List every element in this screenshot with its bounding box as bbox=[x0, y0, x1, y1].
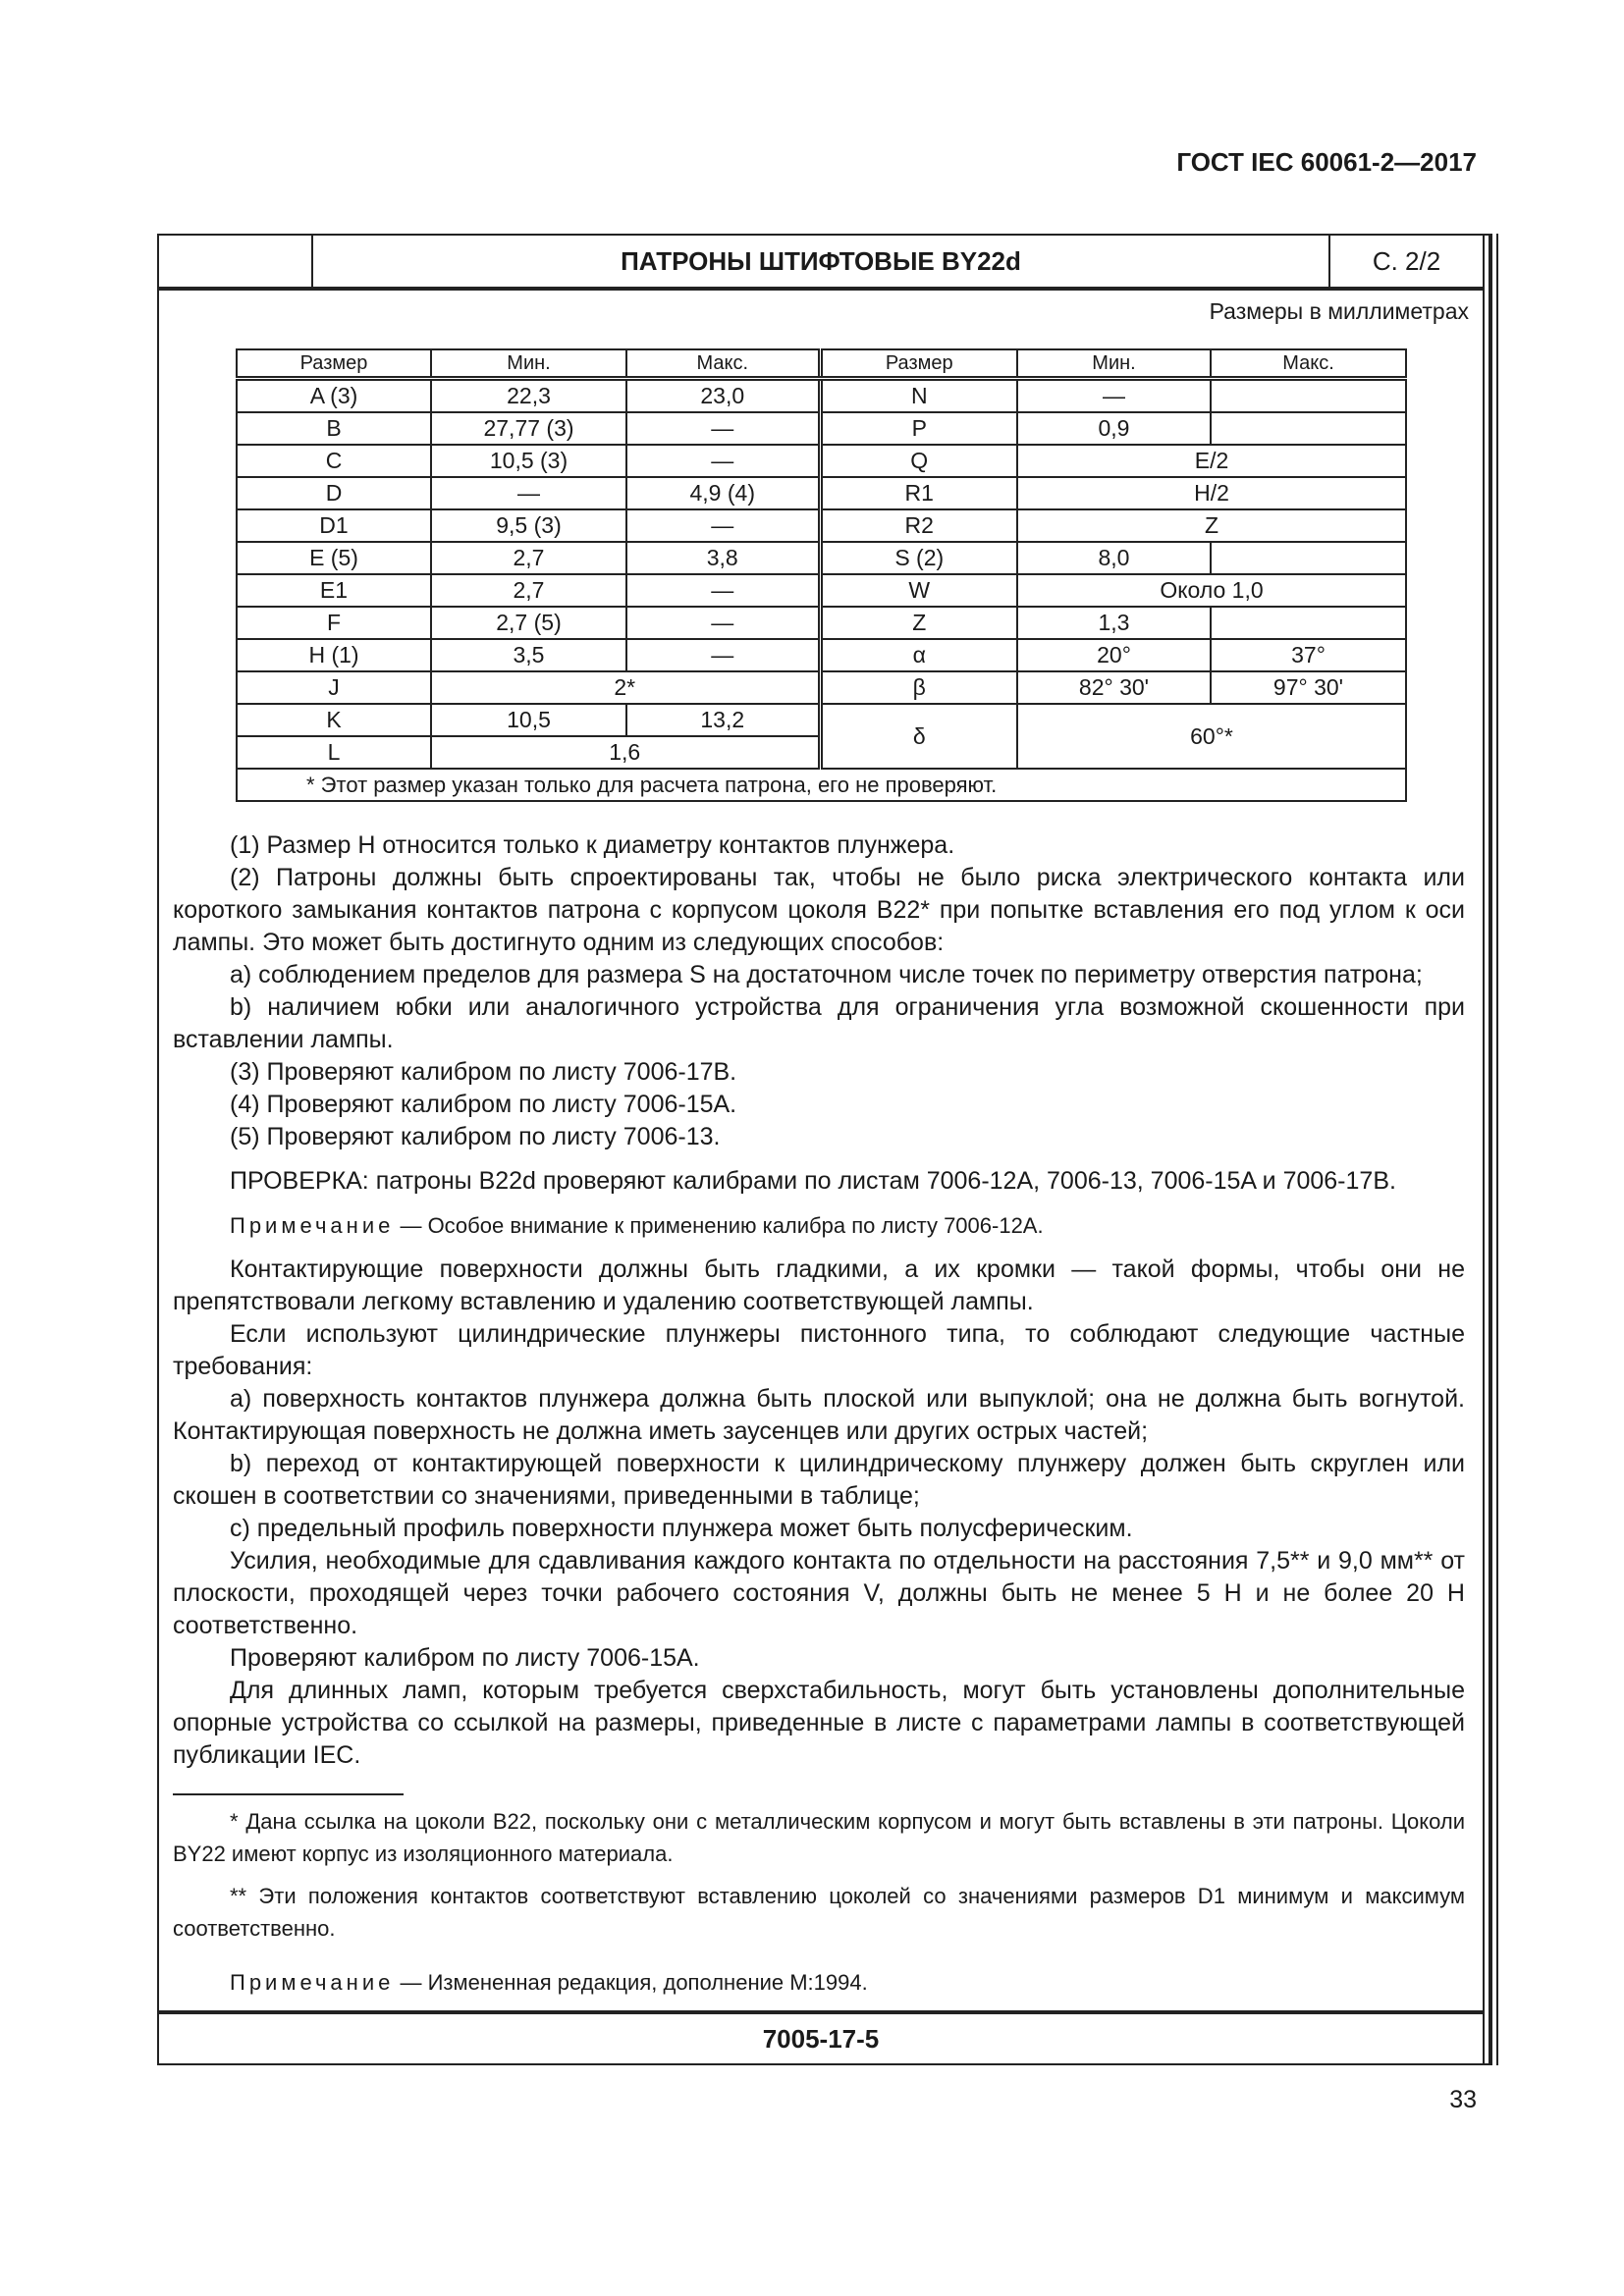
table-cell: N bbox=[820, 379, 1017, 413]
table-cell: — bbox=[626, 445, 820, 477]
table-cell: 97° 30' bbox=[1211, 671, 1406, 704]
table-cell: Около 1,0 bbox=[1017, 574, 1406, 607]
table-cell bbox=[1211, 379, 1406, 413]
table-cell: β bbox=[820, 671, 1017, 704]
table-cell: 27,77 (3) bbox=[431, 412, 626, 445]
paragraph: Контактирующие поверхности должны быть гладкими, а их кромки — такой формы, чтобы они не препятствовали легкому вставлению и удалению соответствующей лампы. bbox=[173, 1255, 1465, 1315]
table-cell: — bbox=[626, 639, 820, 671]
table-cell: 4,9 (4) bbox=[626, 477, 820, 509]
paragraph: b) переход от контактирующей поверхности к цилиндрическому плунжеру должен быть скруглен или скошен в соответствии со значениями, приведенными в таблице; bbox=[173, 1450, 1465, 1510]
table-cell: E1 bbox=[237, 574, 431, 607]
table-row bbox=[237, 607, 1406, 639]
table-cell: R2 bbox=[820, 509, 1017, 542]
sheet-id: 7005-17-5 bbox=[159, 2010, 1483, 2063]
table-cell: Макс. bbox=[626, 349, 820, 379]
table-cell: 3,5 bbox=[431, 639, 626, 671]
table-cell: K bbox=[237, 704, 431, 736]
table-cell: 1,3 bbox=[1017, 607, 1211, 639]
table-cell: C bbox=[237, 445, 431, 477]
table-cell: Размер bbox=[237, 349, 431, 379]
table-cell bbox=[1211, 542, 1406, 574]
table-cell: — bbox=[626, 607, 820, 639]
paragraph: a) поверхность контактов плунжера должна быть плоской или выпуклой; она не должна быть вогнутой. Контактирующая поверхность не должна иметь заусенцев или других острых частей; bbox=[173, 1385, 1465, 1445]
table-row bbox=[237, 445, 1406, 477]
table-cell: — bbox=[626, 509, 820, 542]
table-cell: 1,6 bbox=[431, 736, 820, 769]
paragraph: c) предельный профиль поверхности плунжера может быть полусферическим. bbox=[230, 1515, 1133, 1542]
paragraph: a) соблюдением пределов для размера S на достаточном числе точек по периметру отверстия патрона; bbox=[230, 961, 1423, 988]
note: Примечание — Измененная редакция, дополнение M:1994. bbox=[230, 1970, 868, 1995]
table-cell: — bbox=[626, 412, 820, 445]
table-cell: α bbox=[820, 639, 1017, 671]
body-text bbox=[173, 829, 1465, 1999]
table-cell: B bbox=[237, 412, 431, 445]
table-row bbox=[237, 542, 1406, 574]
table-cell: δ bbox=[820, 704, 1017, 769]
table-cell: R1 bbox=[820, 477, 1017, 509]
table-cell: 8,0 bbox=[1017, 542, 1211, 574]
table-cell: S (2) bbox=[820, 542, 1017, 574]
page-number: 33 bbox=[1449, 2086, 1477, 2113]
dimensions-table bbox=[236, 348, 1407, 802]
table-cell: Q bbox=[820, 445, 1017, 477]
paragraph: ** Эти положения контактов соответствуют вставлению цоколей со значениями размеров D1 минимум и максимум соответственно. bbox=[173, 1884, 1465, 1941]
table-row bbox=[237, 412, 1406, 445]
table-cell: 2,7 bbox=[431, 574, 626, 607]
sheet-title: ПАТРОНЫ ШТИФТОВЫЕ BY22d bbox=[313, 236, 1330, 287]
table-cell: Мин. bbox=[1017, 349, 1211, 379]
paragraph: (5) Проверяют калибром по листу 7006-13. bbox=[230, 1123, 721, 1150]
table-cell: Размер bbox=[820, 349, 1017, 379]
table-note-row bbox=[237, 769, 1406, 801]
paragraph: (3) Проверяют калибром по листу 7006-17B. bbox=[230, 1058, 737, 1086]
table-cell: * Этот размер указан только для расчета патрона, его не проверяют. bbox=[237, 769, 1406, 801]
table-cell: 9,5 (3) bbox=[431, 509, 626, 542]
table-cell: L bbox=[237, 736, 431, 769]
table-cell: 2* bbox=[431, 671, 820, 704]
sheet-frame bbox=[157, 234, 1485, 2065]
table-cell: Мин. bbox=[431, 349, 626, 379]
table-row bbox=[237, 379, 1406, 413]
table-cell: 0,9 bbox=[1017, 412, 1211, 445]
table-cell: 2,7 bbox=[431, 542, 626, 574]
table-cell: 10,5 (3) bbox=[431, 445, 626, 477]
table-cell: — bbox=[1017, 379, 1211, 413]
table-row bbox=[237, 509, 1406, 542]
paragraph: (1) Размер H относится только к диаметру контактов плунжера. bbox=[230, 831, 955, 859]
paragraph: * Дана ссылка на цоколи B22, поскольку они с металлическим корпусом и могут быть вставлены в эти патроны. Цоколи BY22 имеют корпус из изоляционного материала. bbox=[173, 1809, 1465, 1866]
table-cell: Макс. bbox=[1211, 349, 1406, 379]
table-cell: 23,0 bbox=[626, 379, 820, 413]
sheet-number: С. 2/2 bbox=[1372, 246, 1441, 276]
table-cell: J bbox=[237, 671, 431, 704]
table-cell: 82° 30' bbox=[1017, 671, 1211, 704]
paragraph: Для длинных ламп, которым требуется сверхстабильность, могут быть установлены дополнительные опорные устройства со ссылкой на размеры, приведенные в листе с параметрами лампы в соответствующей публикации IEC. bbox=[173, 1677, 1465, 1769]
paragraph: Проверяют калибром по листу 7006-15A. bbox=[230, 1644, 700, 1672]
table-cell: Z bbox=[1017, 509, 1406, 542]
table-cell: — bbox=[626, 574, 820, 607]
paragraph: Усилия, необходимые для сдавливания каждого контакта по отдельности на расстояния 7,5** и 9,0 мм** от плоскости, проходящей через точки рабочего состояния V, должны быть не менее 5 H и не более 20 H соответственно. bbox=[173, 1547, 1465, 1639]
table-cell: H/2 bbox=[1017, 477, 1406, 509]
table-cell: D1 bbox=[237, 509, 431, 542]
table-cell: E (5) bbox=[237, 542, 431, 574]
table-row bbox=[237, 639, 1406, 671]
paragraph: Если используют цилиндрические плунжеры пистонного типа, то соблюдают следующие частные требования: bbox=[173, 1320, 1465, 1380]
table-cell: P bbox=[820, 412, 1017, 445]
paragraph: (4) Проверяют калибром по листу 7006-15A. bbox=[230, 1091, 737, 1118]
sheet-header bbox=[159, 236, 1483, 291]
table-cell: W bbox=[820, 574, 1017, 607]
table-row bbox=[237, 704, 1406, 736]
table-cell: 13,2 bbox=[626, 704, 820, 736]
standard-number: ГОСТ IEC 60061-2—2017 bbox=[1176, 147, 1477, 177]
units-label: Размеры в миллиметрах bbox=[1209, 298, 1469, 324]
table-cell: F bbox=[237, 607, 431, 639]
table-cell: 22,3 bbox=[431, 379, 626, 413]
table-cell: E/2 bbox=[1017, 445, 1406, 477]
table-row bbox=[237, 477, 1406, 509]
table-cell: 60°* bbox=[1017, 704, 1406, 769]
table-cell: 20° bbox=[1017, 639, 1211, 671]
table-cell: D bbox=[237, 477, 431, 509]
paragraph: (2) Патроны должны быть спроектированы так, чтобы не было риска электрического контакта или короткого замыкания контактов патрона с корпусом цоколя B22* при попытке вставления его под углом к оси лампы. Это может быть достигнуто одним из следующих способов: bbox=[173, 864, 1465, 956]
table-cell bbox=[1211, 607, 1406, 639]
table-cell: 37° bbox=[1211, 639, 1406, 671]
table-cell: 3,8 bbox=[626, 542, 820, 574]
table-row bbox=[237, 574, 1406, 607]
note: Примечание — Особое внимание к применению калибра по листу 7006-12A. bbox=[230, 1213, 1044, 1238]
table-cell: A (3) bbox=[237, 379, 431, 413]
paragraph: b) наличием юбки или аналогичного устройства для ограничения угла возможной скошенности при вставлении лампы. bbox=[173, 993, 1465, 1053]
table-cell: — bbox=[431, 477, 626, 509]
table-cell: 10,5 bbox=[431, 704, 626, 736]
table-row bbox=[237, 671, 1406, 704]
table-cell bbox=[1211, 412, 1406, 445]
table-header-row bbox=[237, 349, 1406, 379]
footnote-rule bbox=[173, 1793, 404, 1795]
table-cell: H (1) bbox=[237, 639, 431, 671]
table-cell: Z bbox=[820, 607, 1017, 639]
paragraph: ПРОВЕРКА: патроны B22d проверяют калибрами по листам 7006-12A, 7006-13, 7006-15A и 7006-17B. bbox=[230, 1167, 1396, 1195]
table-cell: 2,7 (5) bbox=[431, 607, 626, 639]
